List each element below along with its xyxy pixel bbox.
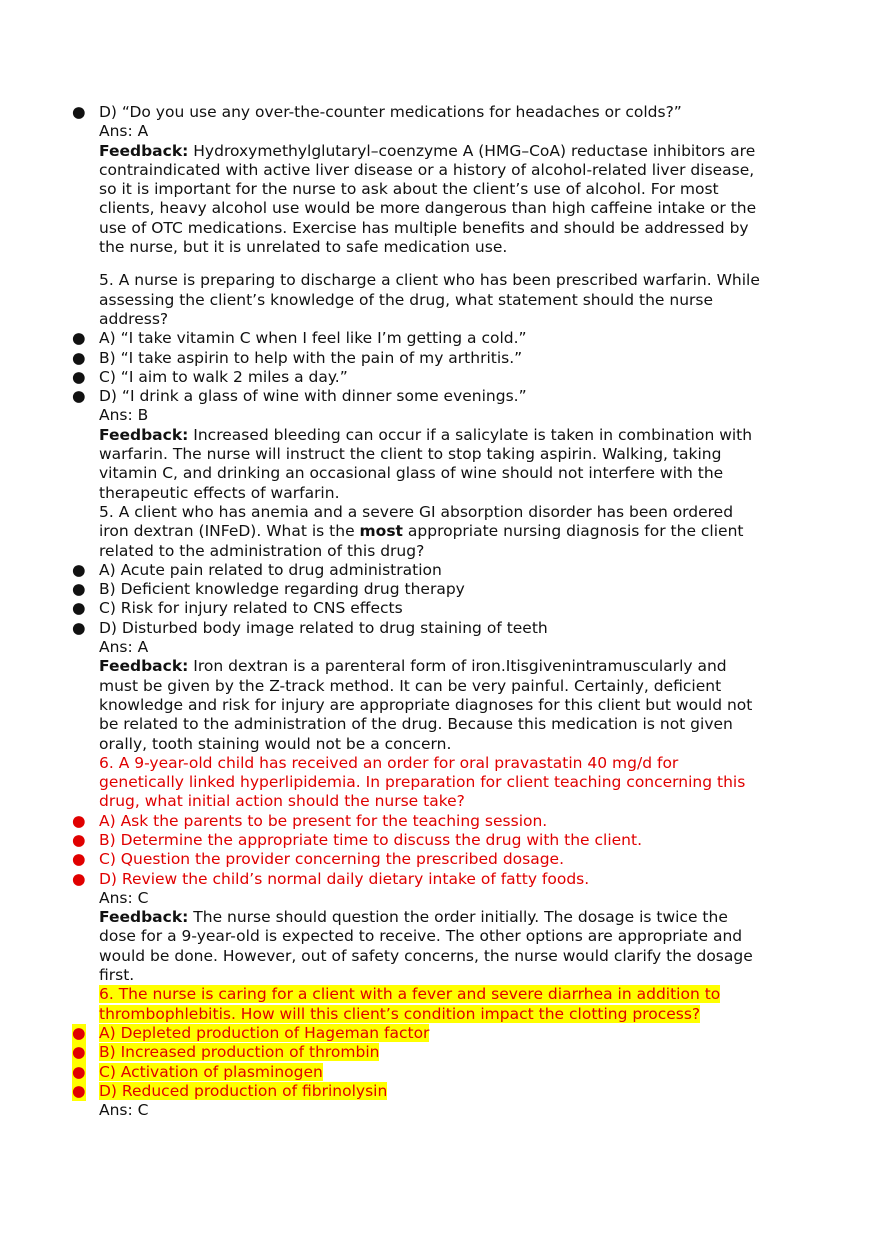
q5b-option-c: ● C) Risk for injury related to CNS effects — [72, 599, 403, 618]
bullet-icon: ● — [72, 1062, 86, 1081]
q5a-answer: Ans: B — [99, 406, 149, 425]
q5a-option-c: ● C) “I aim to walk 2 miles a day.” — [72, 367, 348, 386]
q6b-option-d: ● D) Reduced production of fibrinolysin — [72, 1081, 388, 1100]
q5a-feedback-line: Feedback: Increased bleeding can occur if a salicylate is taken in combination with — [99, 425, 753, 444]
bullet-icon: ● — [72, 367, 86, 386]
q5b-option-a: ● A) Acute pain related to drug administration — [72, 560, 442, 579]
q5b-option-d: ● D) Disturbed body image related to drug staining of teeth — [72, 618, 548, 637]
q5a-feedback-line: warfarin. The nurse will instruct the client to stop taking aspirin. Walking, taking — [99, 445, 722, 464]
q6a-option-b: ● B) Determine the appropriate time to discuss the drug with the client. — [72, 830, 643, 849]
q6a-option-a: ● A) Ask the parents to be present for the teaching session. — [72, 811, 548, 830]
q5b-feedback-line: orally, tooth staining would not be a concern. — [99, 734, 452, 753]
bullet-icon: ● — [72, 811, 86, 830]
q5b-answer: Ans: A — [99, 638, 149, 657]
spacer — [99, 257, 799, 271]
q6b-option-c: ● C) Activation of plasminogen — [72, 1062, 323, 1081]
q6b-option-a: ● A) Depleted production of Hageman factor — [72, 1023, 430, 1042]
bullet-icon: ● — [72, 387, 86, 406]
document-content — [72, 103, 799, 1120]
bullet-icon: ● — [72, 850, 86, 869]
bullet-icon: ● — [72, 1043, 86, 1062]
q6a-feedback-line: dose for a 9-year-old is expected to receive. The other options are appropriate and — [99, 927, 743, 946]
bullet-icon: ● — [72, 869, 86, 888]
bullet-icon: ● — [72, 560, 86, 579]
q5a-feedback-line: vitamin C, and drinking an occasional glass of wine should not interfere with the — [99, 464, 724, 483]
q5b-stem-line: 5. A client who has anemia and a severe GI absorption disorder has been ordered — [99, 502, 734, 521]
bullet-icon: ● — [72, 599, 86, 618]
q4-feedback-line: contraindicated with active liver disease or a history of alcohol-related liver disease, — [99, 160, 755, 179]
q6a-stem-line: drug, what initial action should the nurse take? — [99, 792, 465, 811]
q6a-option-c: ● C) Question the provider concerning the prescribed dosage. — [72, 850, 565, 869]
q6a-feedback-line: first. — [99, 966, 135, 985]
bullet-icon: ● — [72, 1081, 86, 1100]
q5a-option-a: ● A) “I take vitamin C when I feel like I’m getting a cold.” — [72, 329, 527, 348]
q5b-option-b: ● B) Deficient knowledge regarding drug therapy — [72, 580, 465, 599]
q5a-option-d: ● D) “I drink a glass of wine with dinner some evenings.” — [72, 387, 527, 406]
q5b-stem-line: related to the administration of this drug? — [99, 541, 425, 560]
q4-option-d: ● D) “Do you use any over-the-counter medications for headaches or colds?” — [72, 103, 682, 121]
bullet-icon: ● — [72, 618, 86, 637]
q5a-stem-line: assessing the client’s knowledge of the drug, what statement should the nurse — [99, 290, 714, 309]
q4-feedback-line: use of OTC medications. Exercise has multiple benefits and should be addressed by — [99, 218, 749, 237]
q6a-answer: Ans: C — [99, 888, 149, 907]
bullet-icon: ● — [72, 103, 86, 121]
bullet-icon: ● — [72, 580, 86, 599]
bullet-icon: ● — [72, 830, 86, 849]
q6b-stem-line: thrombophlebitis. How will this client’s condition impact the clotting process? — [99, 1004, 701, 1023]
q5a-stem-line: address? — [99, 309, 169, 328]
q6a-stem-line: 6. A 9-year-old child has received an order for oral pravastatin 40 mg/d for — [99, 753, 679, 772]
bullet-icon: ● — [72, 1023, 86, 1042]
q5a-feedback-line: therapeutic effects of warfarin. — [99, 483, 340, 502]
q4-feedback-line: clients, heavy alcohol use would be more dangerous than high caffeine intake or the — [99, 199, 757, 218]
q4-answer: Ans: A — [99, 122, 149, 141]
q4-feedback-line: so it is important for the nurse to ask about the client’s use of alcohol. For most — [99, 180, 719, 199]
q6b-answer: Ans: C — [99, 1101, 149, 1120]
bullet-icon: ● — [72, 329, 86, 348]
q6b-option-b: ● B) Increased production of thrombin — [72, 1043, 380, 1062]
q5a-stem-line: 5. A nurse is preparing to discharge a client who has been prescribed warfarin. While — [99, 271, 760, 290]
q5b-feedback-line: knowledge and risk for injury are appropriate diagnoses for this client but would not — [99, 695, 753, 714]
q5b-stem-line: iron dextran (INFeD). What is the most appropriate nursing diagnosis for the client — [99, 522, 744, 541]
q6a-feedback-line: would be done. However, out of safety concerns, the nurse would clarify the dosage — [99, 946, 753, 965]
q5b-feedback-line: be related to the administration of the drug. Because this medication is not given — [99, 715, 733, 734]
q6b-stem-line: 6. The nurse is caring for a client with a fever and severe diarrhea in addition to — [99, 985, 721, 1004]
q5a-option-b: ● B) “I take aspirin to help with the pain of my arthritis.” — [72, 348, 523, 367]
q4-feedback-line: the nurse, but it is unrelated to safe medication use. — [99, 238, 508, 257]
q5b-feedback-line: Feedback: Iron dextran is a parenteral form of iron.Itisgivenintramuscularly and — [99, 657, 727, 676]
bullet-icon: ● — [72, 348, 86, 367]
q6a-option-d: ● D) Review the child’s normal daily dietary intake of fatty foods. — [72, 869, 590, 888]
q6a-stem-line: genetically linked hyperlipidemia. In preparation for client teaching concerning this — [99, 773, 746, 792]
q6a-feedback-line: Feedback: The nurse should question the order initially. The dosage is twice the — [99, 908, 728, 927]
q4-feedback-line: Feedback: Hydroxymethylglutaryl–coenzyme A (HMG–CoA) reductase inhibitors are — [99, 141, 756, 160]
q5b-feedback-line: must be given by the Z-track method. It can be very painful. Certainly, deficient — [99, 676, 722, 695]
